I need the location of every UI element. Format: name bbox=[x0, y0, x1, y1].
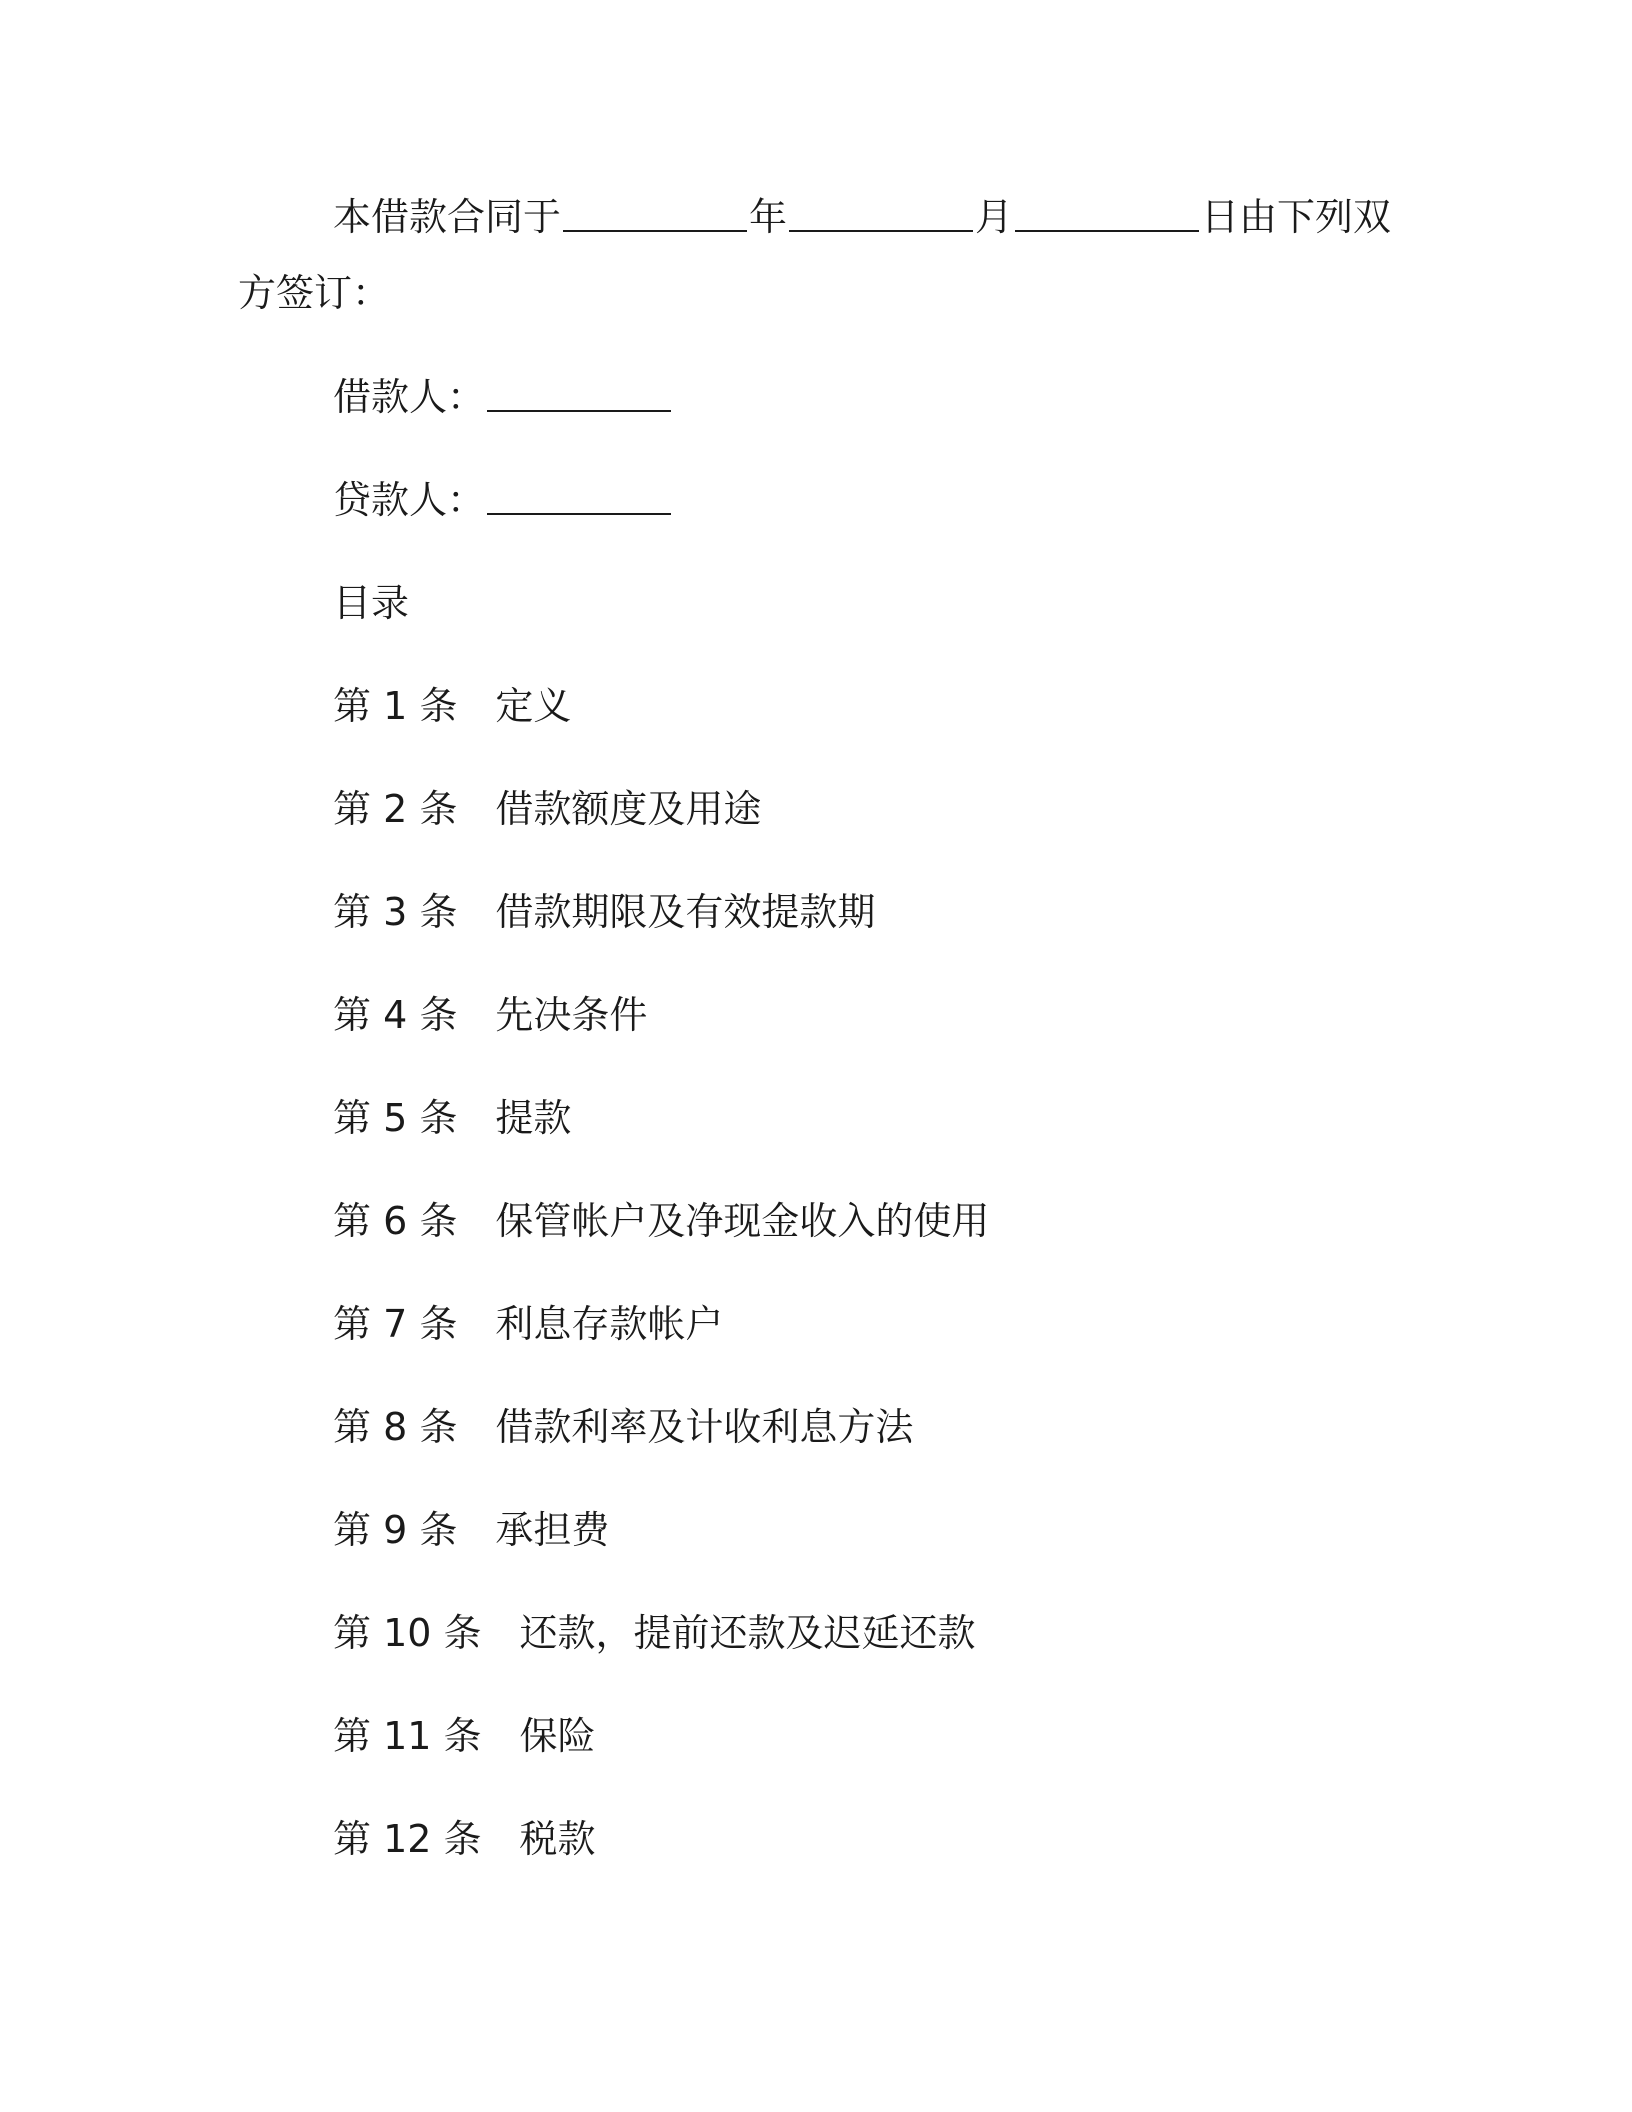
toc-item bbox=[333, 784, 761, 834]
borrower-label: 借款人： bbox=[333, 375, 486, 419]
toc-item bbox=[333, 681, 571, 731]
month-blank bbox=[789, 194, 973, 232]
toc-item-title: 借款额度及用途 bbox=[495, 787, 762, 831]
toc-item-number: 第 6 条 bbox=[333, 1199, 458, 1243]
intro-month-label: 月 bbox=[975, 195, 1014, 239]
intro-text-end: 日由下列双 bbox=[1201, 195, 1392, 239]
day-blank bbox=[1015, 194, 1199, 232]
toc-item-number: 第 11 条 bbox=[333, 1714, 482, 1758]
lender-label: 贷款人： bbox=[333, 478, 486, 522]
contract-intro-line-2 bbox=[238, 268, 390, 318]
intro-year-label: 年 bbox=[749, 195, 788, 239]
toc-item-title: 还款，提前还款及迟延还款 bbox=[519, 1611, 976, 1655]
lender-line bbox=[333, 475, 673, 525]
toc-item bbox=[333, 1299, 723, 1349]
toc-item bbox=[333, 887, 875, 937]
toc-item bbox=[333, 1608, 976, 1658]
toc-item-title: 保险 bbox=[519, 1714, 596, 1758]
toc-item bbox=[333, 1093, 571, 1143]
toc-item-title: 提款 bbox=[495, 1096, 572, 1140]
toc-item-title: 先决条件 bbox=[495, 993, 648, 1037]
toc-item-number: 第 9 条 bbox=[333, 1508, 458, 1552]
toc-item-number: 第 12 条 bbox=[333, 1817, 482, 1861]
toc-item-number: 第 2 条 bbox=[333, 787, 458, 831]
toc-item-number: 第 10 条 bbox=[333, 1611, 482, 1655]
borrower-line bbox=[333, 372, 673, 422]
toc-item-number: 第 1 条 bbox=[333, 684, 458, 728]
year-blank bbox=[563, 194, 747, 232]
toc-item bbox=[333, 1711, 596, 1761]
toc-item bbox=[333, 1196, 989, 1246]
toc-item-title: 税款 bbox=[519, 1817, 596, 1861]
toc-item-title: 定义 bbox=[495, 684, 572, 728]
toc-item-number: 第 8 条 bbox=[333, 1405, 458, 1449]
borrower-blank bbox=[487, 374, 671, 412]
lender-blank bbox=[487, 477, 671, 515]
toc-item-title: 保管帐户及净现金收入的使用 bbox=[495, 1199, 990, 1243]
contract-intro-line-1 bbox=[333, 192, 1391, 242]
toc-item-number: 第 3 条 bbox=[333, 890, 458, 934]
toc-item-title: 借款利率及计收利息方法 bbox=[495, 1405, 914, 1449]
toc-heading-text: 目录 bbox=[333, 581, 410, 625]
toc-item bbox=[333, 1402, 913, 1452]
toc-item-number: 第 4 条 bbox=[333, 993, 458, 1037]
toc-item bbox=[333, 1505, 609, 1555]
toc-heading bbox=[333, 578, 409, 628]
toc-item-number: 第 5 条 bbox=[333, 1096, 458, 1140]
toc-item-number: 第 7 条 bbox=[333, 1302, 458, 1346]
toc-item bbox=[333, 990, 647, 1040]
toc-item-title: 利息存款帐户 bbox=[495, 1302, 724, 1346]
toc-item-title: 借款期限及有效提款期 bbox=[495, 890, 876, 934]
intro-text-continued: 方签订： bbox=[238, 271, 391, 315]
toc-item bbox=[333, 1814, 596, 1864]
intro-text-start: 本借款合同于 bbox=[333, 195, 562, 239]
toc-item-title: 承担费 bbox=[495, 1508, 610, 1552]
